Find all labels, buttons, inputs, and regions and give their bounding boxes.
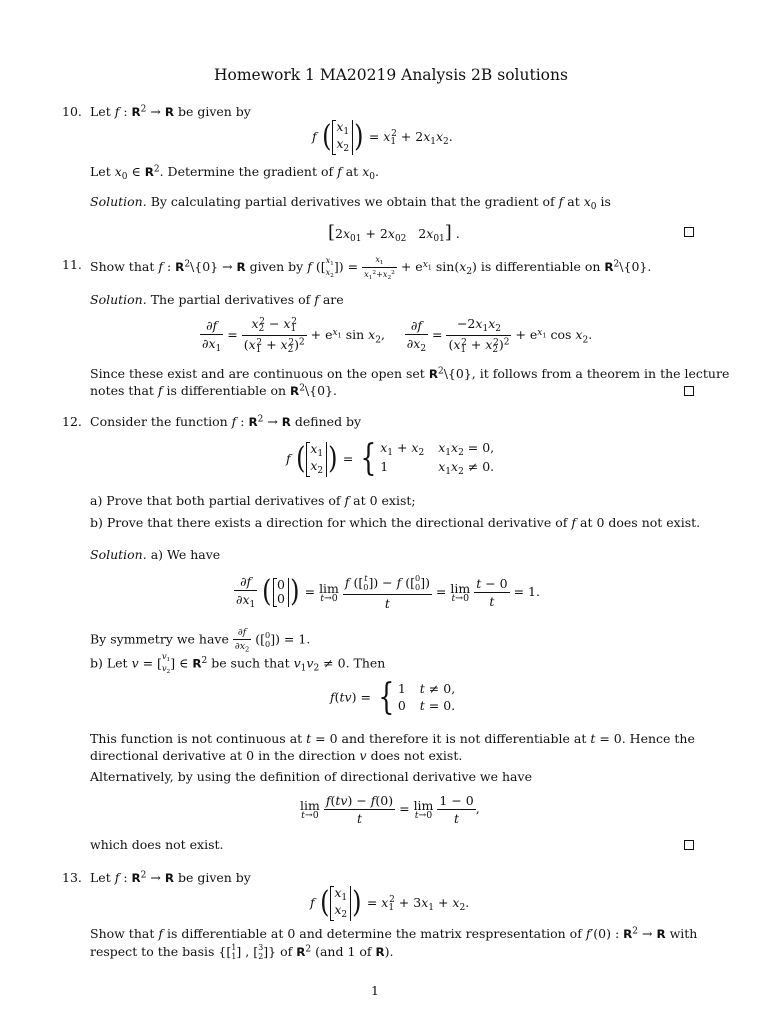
q11-partial-derivatives: $\frac{\partial f}{\partial x_1}$ = $\frac{x_2^2 - x_1^2}{(x_1^2 + x_2^2)^2}$ + $e^{x_1}$ $\sin x_2$, $\frac{\partial f}{\partial x_2}$ = $\frac{-2x_1x_2}{(x_1^2 + x_2^2)^2}$ + $e^{x_1}$ $\cos x_2$. — [202, 316, 593, 356]
q12-not-continuous-line-2: directional derivative at 0 in the direction v does not exist. — [90, 748, 463, 763]
q13-statement: Let f : $R^2 \to R$ be given by — [90, 870, 251, 885]
q12-symmetry-line: By symmetry we have $\frac{\partial f}{\partial x_2}$ ([ 0 0 ]) = 1. — [90, 627, 311, 654]
page-title: Homework 1 MA20219 Analysis 2B solutions — [214, 66, 568, 84]
q10-gradient-vector: [$2x_{01} + 2x_{02}$ $2x_{01}$] . — [328, 222, 460, 245]
q10-qed-box — [684, 227, 694, 237]
q10-let-line: Let $x_0$ ∈ $R^2$. Determine the gradient of f at $x_0$. — [90, 164, 379, 183]
q12-not-continuous-line-1: This function is not continuous at t = 0 and therefore it is not differentiable at t = 0. Hence the — [90, 731, 695, 746]
q12-alternatively-line: Alternatively, by using the definition of directional derivative we have — [90, 769, 532, 784]
q12-number: 12. — [62, 414, 82, 429]
q10-number: 10. — [62, 104, 82, 119]
q13-show-line-2: respect to the basis {[ 1 1 ] , [ 3 2 ]} of $R^2$ (and 1 of R). — [90, 942, 394, 962]
q12-function-cases: f ( $x_1$ $x_2$ ) = { $x_1 + x_2$ $x_1x_2 = 0$, 1 $x_1x_2 \ne 0$. — [286, 438, 495, 480]
q13-function-equation: f ( $x_1$ $x_2$ ) = $x_1^2 + 3x_1 + x_2$. — [310, 885, 470, 921]
q12-partial-limit: $\frac{\partial f}{\partial x_1}$ ( 0 0 ) = lim t→0 f ([ t 0 ]) − f ([ 0 0 ]) t = lim t→0 $\frac{t - 0}{t}$ = 1. — [236, 573, 540, 611]
q11-since-line-1: Since these exist and are continuous on the open set $R^2\backslash\{0\}$, it follows from a theorem in the lecture — [90, 366, 730, 381]
q13-number: 13. — [62, 870, 82, 885]
q11-since-line-2: notes that f is differentiable on $R^2\backslash\{0\}$. — [90, 383, 337, 398]
q11-solution-line: Solution. The partial derivatives of f are — [90, 292, 344, 307]
q12-ftv-cases: f(tv) = { 1 t ≠ 0, 0 t = 0. — [330, 677, 456, 718]
q13-show-line-1: Show that f is differentiable at 0 and determine the matrix respresentation of f′(0) : $R^2 \to R$ with — [90, 926, 698, 941]
page-number: 1 — [371, 983, 379, 998]
q11-qed-box — [684, 386, 694, 396]
q10-solution-line: Solution. By calculating partial derivatives we obtain that the gradient of f at $x_0$ is — [90, 194, 611, 213]
q12-part-b-solution: b) Let v = [ $v_1$ $v_2$ ] ∈ $R^2$ be such that $v_1v_2 \ne 0$. Then — [90, 651, 386, 675]
q12-solution-line: Solution. a) We have — [90, 547, 221, 562]
q12-part-b: b) Prove that there exists a direction for which the directional derivative of f at 0 does not exist. — [90, 515, 701, 530]
q12-qed-box — [684, 840, 694, 850]
q12-which-line: which does not exist. — [90, 837, 224, 852]
q12-statement: Consider the function f : $R^2 \to R$ defined by — [90, 414, 362, 429]
q11-number: 11. — [62, 257, 82, 272]
q12-directional-limit: lim t→0 $\frac{f(tv) - f(0)}{t}$ = lim t→0 $\frac{1 - 0}{t}$ , — [300, 793, 480, 826]
q10-function-equation: f ( $x_1$ $x_2$ ) = $x_1^2 + 2x_1x_2$. — [312, 119, 453, 155]
q12-part-a: a) Prove that both partial derivatives of f at 0 exist; — [90, 493, 416, 508]
q11-statement: Show that f : $R^2\backslash\{0\} \to R$ given by f ([ $x_1$ $x_2$ ]) = $\frac{x_1}{x_1^2+x_2^2}$ + $e^{x_1}$ $\sin(x_2)$ is differentiable on $R^2\backslash\{0\}$. — [90, 254, 652, 282]
q10-statement: Let f : $R^2 \to R$ be given by — [90, 104, 251, 119]
